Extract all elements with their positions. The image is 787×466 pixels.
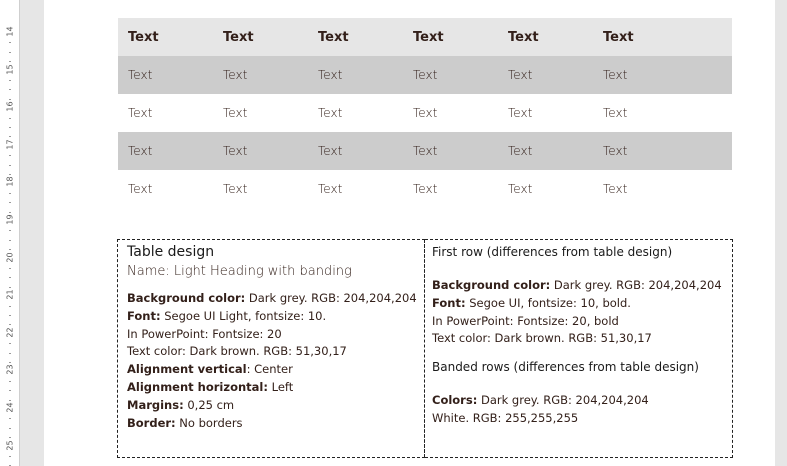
ruler-tick bbox=[9, 381, 11, 382]
table-cell: Text bbox=[603, 68, 628, 82]
table-cell: Text bbox=[603, 144, 628, 158]
ruler-label: 16 bbox=[5, 101, 15, 112]
ruler-tick bbox=[9, 268, 11, 269]
ruler-label: 25 bbox=[5, 440, 15, 451]
table-row bbox=[118, 94, 732, 132]
table-cell: Text bbox=[318, 144, 343, 158]
property-label: Margins: bbox=[127, 397, 184, 412]
table-header-cell: Text bbox=[128, 29, 159, 45]
ruler-label: 22 bbox=[5, 327, 15, 338]
table-cell: Text bbox=[508, 182, 533, 196]
table-cell: Text bbox=[508, 68, 533, 82]
ruler-tick bbox=[9, 193, 11, 194]
property-line bbox=[432, 330, 725, 348]
table-row bbox=[118, 170, 732, 208]
property-label: Background color: bbox=[127, 291, 246, 305]
ruler-tick bbox=[9, 315, 11, 316]
property-value: Dark grey. RGB: 204,204,204 bbox=[245, 291, 417, 305]
property-line bbox=[432, 313, 725, 331]
table-cell: Text bbox=[128, 182, 153, 196]
table-header-row bbox=[118, 18, 732, 56]
table-cell: Text bbox=[223, 144, 248, 158]
property-line bbox=[432, 277, 725, 295]
table-cell: Text bbox=[318, 106, 343, 120]
table-header-cell: Text bbox=[603, 29, 634, 45]
ruler-tick bbox=[9, 418, 11, 419]
table-cell: Text bbox=[508, 144, 533, 158]
table-cell: Text bbox=[603, 106, 628, 120]
ruler-label: 17 bbox=[5, 139, 15, 150]
table-row bbox=[118, 56, 732, 94]
property-line bbox=[127, 343, 415, 361]
table-cell: Text bbox=[413, 106, 438, 120]
property-value: 0,25 cm bbox=[183, 397, 235, 412]
property-line bbox=[432, 410, 725, 428]
ruler-label: 24 bbox=[5, 402, 15, 413]
table-cell: Text bbox=[413, 144, 438, 158]
property-label: Alignment vertical bbox=[127, 362, 247, 377]
table-cell: Text bbox=[413, 68, 438, 82]
ruler-tick bbox=[9, 118, 11, 119]
ruler-label: 15 bbox=[5, 64, 15, 75]
ruler-tick bbox=[9, 155, 11, 156]
property-label: Font: bbox=[127, 308, 161, 323]
table-row bbox=[118, 132, 732, 170]
ruler-label: 21 bbox=[5, 289, 15, 300]
property-line bbox=[127, 308, 415, 326]
property-line bbox=[127, 379, 415, 397]
ruler-tick bbox=[9, 277, 11, 278]
property-value: : Center bbox=[246, 362, 293, 377]
property-value: No borders bbox=[175, 415, 243, 430]
table-cell: Text bbox=[603, 182, 628, 196]
table-cell: Text bbox=[128, 106, 153, 120]
ruler-tick bbox=[9, 353, 11, 354]
ruler-label: 23 bbox=[5, 364, 15, 375]
ruler-tick bbox=[9, 306, 11, 307]
ruler-tick bbox=[9, 428, 11, 429]
property-line bbox=[127, 290, 415, 308]
property-line bbox=[127, 415, 415, 433]
property-value: Left bbox=[267, 379, 294, 394]
table-cell: Text bbox=[128, 144, 153, 158]
ruler-label: 14 bbox=[5, 26, 15, 37]
ruler-tick bbox=[9, 343, 11, 344]
ruler-tick bbox=[9, 240, 11, 241]
ruler-label: 19 bbox=[5, 214, 15, 225]
property-value: Segoe UI, fontsize: 10, bold. bbox=[465, 295, 631, 310]
ruler-tick bbox=[9, 52, 11, 53]
property-label: Background color: bbox=[432, 278, 551, 292]
property-label: Border: bbox=[127, 415, 176, 430]
property-line bbox=[127, 326, 415, 344]
table-header-cell: Text bbox=[413, 29, 444, 45]
first-row-properties bbox=[432, 277, 725, 348]
table-cell: Text bbox=[128, 68, 153, 82]
property-label: Alignment horizontal: bbox=[127, 379, 268, 394]
ruler-tick bbox=[9, 390, 11, 391]
first-row-title: First row (differences from table design) bbox=[432, 245, 673, 259]
ruler-label: 20 bbox=[5, 252, 15, 263]
first-row-box bbox=[425, 239, 733, 458]
ruler-tick bbox=[9, 202, 11, 203]
ruler-tick bbox=[9, 230, 11, 231]
property-line bbox=[127, 361, 415, 379]
ruler-tick bbox=[9, 89, 11, 90]
property-value: White. RGB: 255,255,255 bbox=[432, 410, 579, 425]
table-design-name: Name: Light Heading with banding bbox=[127, 264, 352, 279]
property-line bbox=[432, 295, 725, 313]
ruler-tick bbox=[9, 127, 11, 128]
table-cell: Text bbox=[223, 182, 248, 196]
property-label: Font: bbox=[432, 295, 466, 310]
table-header-cell: Text bbox=[318, 29, 349, 45]
table-cell: Text bbox=[318, 182, 343, 196]
property-value: In PowerPoint: Fontsize: 20 bbox=[127, 326, 282, 341]
property-line bbox=[127, 397, 415, 415]
table-design-title: Table design bbox=[127, 244, 215, 260]
table-design-box bbox=[117, 239, 425, 458]
ruler-tick bbox=[9, 456, 11, 457]
table-design-properties bbox=[127, 290, 415, 432]
property-value: In PowerPoint: Fontsize: 20, bold bbox=[432, 313, 619, 328]
table-cell: Text bbox=[223, 106, 248, 120]
ruler-tick bbox=[9, 80, 11, 81]
property-value: Text color: Dark brown. RGB: 51,30,17 bbox=[432, 331, 652, 346]
ruler-tick bbox=[9, 165, 11, 166]
table-cell: Text bbox=[413, 182, 438, 196]
ruler-tick bbox=[9, 42, 11, 43]
table-cell: Text bbox=[223, 68, 248, 82]
table-cell: Text bbox=[508, 106, 533, 120]
ruler-label: 18 bbox=[5, 176, 15, 187]
property-label: Colors: bbox=[432, 393, 478, 408]
page-right-margin bbox=[775, 0, 787, 466]
banded-rows-properties bbox=[432, 392, 725, 428]
document-page bbox=[44, 0, 775, 466]
table-header-cell: Text bbox=[508, 29, 539, 45]
property-value: Text color: Dark brown. RGB: 51,30,17 bbox=[127, 344, 347, 359]
property-value: Dark grey. RGB: 204,204,204 bbox=[550, 278, 722, 292]
property-line bbox=[432, 392, 725, 410]
table-cell: Text bbox=[318, 68, 343, 82]
property-value: Segoe UI Light, fontsize: 10. bbox=[160, 308, 327, 323]
vertical-ruler bbox=[0, 0, 20, 466]
styled-table bbox=[118, 18, 732, 208]
property-value: Dark grey. RGB: 204,204,204 bbox=[477, 393, 649, 408]
banded-rows-title: Banded rows (differences from table design) bbox=[432, 360, 699, 375]
table-header-cell: Text bbox=[223, 29, 254, 45]
